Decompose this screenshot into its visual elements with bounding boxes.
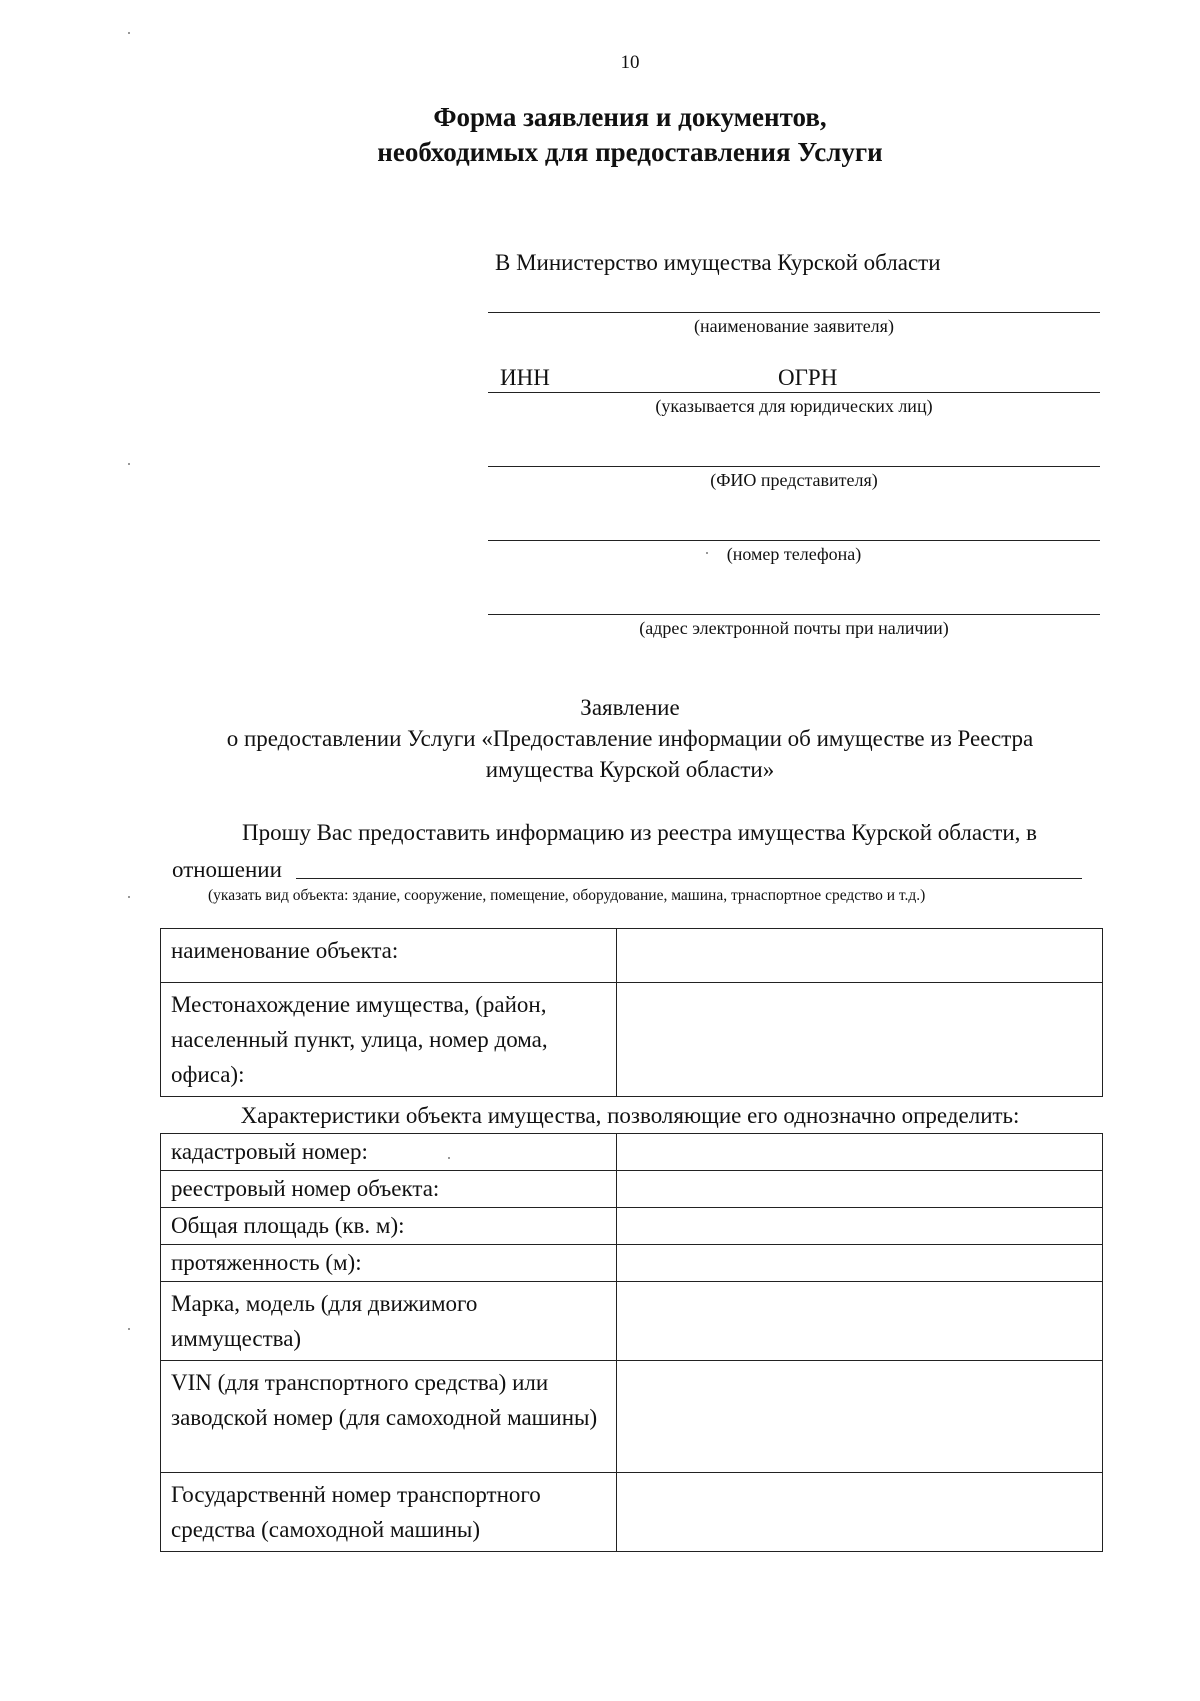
statement-line-2: о предоставлении Услуги «Предоставление информации об имуществе из Реестра [226,726,1034,751]
total-area-label: Общая площадь (кв. м): [161,1208,617,1245]
addressee: В Министерство имущества Курской области [495,250,941,275]
phone-caption: (номер телефона) [726,544,862,564]
applicant-caption: (наименование заявителя) [694,316,894,336]
scan-speck [706,552,708,554]
length-label: протяженность (м): [161,1245,617,1282]
scan-speck [128,896,130,898]
cadastral-number-value[interactable] [617,1134,1103,1171]
applicant-name-line [488,312,1100,313]
object-location-label: Местонахождение имущества, (район, населенный пункт, улица, номер дома, офиса): [161,983,617,1097]
vin-value[interactable] [617,1361,1103,1473]
form-title-line-2: необходимых для предоставления Услуги [377,137,883,167]
table-row [161,1134,1103,1171]
brand-model-value[interactable] [617,1282,1103,1361]
total-area-value[interactable] [617,1208,1103,1245]
representative-line [488,466,1100,467]
scan-speck [128,463,130,465]
table-row [161,1245,1103,1282]
length-value[interactable] [617,1245,1103,1282]
object-type-caption: (указать вид объекта: здание, сооружение, помещение, оборудование, машина, трнаспортное средство и т.д.) [208,887,926,904]
request-text: Прошу Вас предоставить информацию из реестра имущества Курской области, в [242,820,1037,845]
table-row [161,1171,1103,1208]
registry-number-label: реестровый номер объекта: [161,1171,617,1208]
inn-label: ИНН [500,365,550,390]
object-name-value[interactable] [617,929,1103,983]
state-number-value[interactable] [617,1473,1103,1552]
ogrn-label: ОГРН [778,365,838,390]
table-row [161,1361,1103,1473]
statement-line-3: имущества Курской области» [485,757,775,782]
table-row [161,1473,1103,1552]
brand-model-label: Марка, модель (для движимого иммущества) [161,1282,617,1361]
object-location-value[interactable] [617,983,1103,1097]
page-number: 10 [620,52,640,73]
table-row [161,983,1103,1097]
state-number-label: Государственнй номер транспортного средства (самоходной машины) [161,1473,617,1552]
table-row [161,1282,1103,1361]
table-row [161,929,1103,983]
vin-label: VIN (для транспортного средства) или заводской номер (для самоходной машины) [161,1361,617,1473]
object-name-label: наименование объекта: [161,929,617,983]
characteristics-table [160,1133,1103,1552]
characteristics-heading: Характеристики объекта имущества, позволяющие его однозначно определить: [240,1103,1020,1128]
phone-line [488,540,1100,541]
cadastral-number-label: кадастровый номер: [161,1134,617,1171]
object-type-line [296,878,1082,879]
scan-speck [128,32,130,34]
object-table [160,928,1103,1097]
statement-heading [0,692,1200,785]
email-caption: (адрес электронной почты при наличии) [639,618,949,638]
registry-number-value[interactable] [617,1171,1103,1208]
legal-entity-caption: (указывается для юридических лиц) [655,396,933,416]
form-title-line-1: Форма заявления и документов, [433,102,827,132]
table-row [161,1208,1103,1245]
representative-caption: (ФИО представителя) [710,470,878,490]
inn-ogrn-line [488,392,1100,393]
form-title [0,100,1200,170]
scan-speck [128,1328,130,1330]
email-line [488,614,1100,615]
statement-title: Заявление [580,695,680,720]
scan-speck [448,1157,450,1159]
relation-label: отношении [172,857,282,882]
